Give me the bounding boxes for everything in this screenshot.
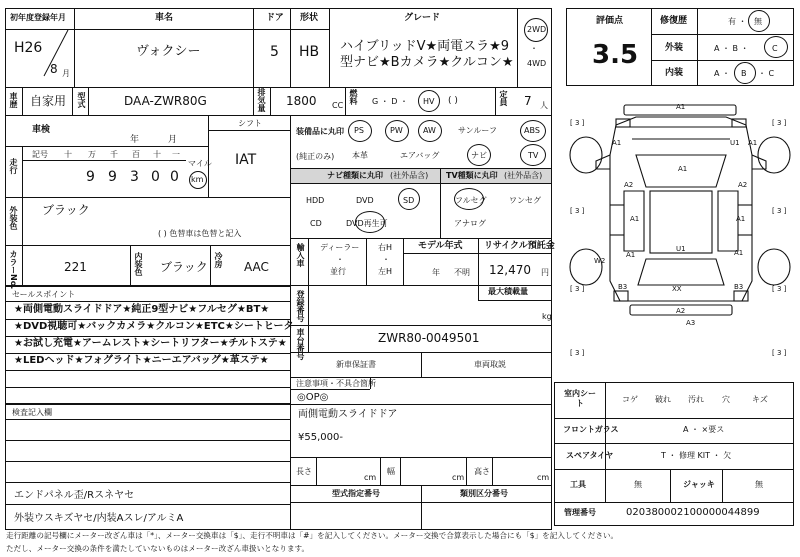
chassis-number: ZWR80-0049501 (378, 331, 480, 345)
repair-label: 修復歴 (660, 16, 688, 26)
import-dot-2: ・ (382, 255, 390, 264)
usage-label: 車歴 (9, 92, 18, 108)
recycle-unit: 円 (541, 268, 549, 277)
odometer-digit-1: 9 (108, 169, 117, 185)
interior-color: ブラック (160, 260, 208, 274)
sales-line-2: ★DVD視聴可★バックカメラ★クルコン★ETC★シートヒータ (14, 321, 294, 332)
tv-fullseg: フルセグ (455, 196, 487, 205)
damage-count-1: [ 3 ] (772, 119, 787, 127)
reg-no-label: 登録番号 (296, 290, 305, 322)
color-code-label: カラーNo. (9, 250, 18, 290)
inspector-line-1: エンドパネル歪/Rスネヤセ (14, 490, 135, 501)
inspector-label: 検査記入欄 (12, 408, 52, 417)
body-shape: HB (299, 44, 320, 60)
equip-ps: PS (354, 126, 364, 135)
first-reg-label: 初年度登録年月 (10, 13, 66, 22)
km-label: km (191, 175, 204, 184)
equip-aw: AW (423, 126, 436, 135)
seat-item-4: キズ (752, 395, 768, 404)
damage-count-3: [ 3 ] (772, 207, 787, 215)
equipment-sublabel: (純正のみ) (296, 152, 335, 161)
length-unit: cm (364, 473, 377, 482)
damage-mark-14: B3 (734, 283, 744, 291)
import-dealer: ディーラー (320, 243, 360, 252)
first-reg-year: H26 (14, 40, 43, 56)
notes-line-1: 両側電動スライドドア (298, 409, 398, 420)
damage-count-5: [ 3 ] (772, 285, 787, 293)
door-count: 5 (270, 44, 279, 60)
grade-line-2: 型ナビ★Bカメラ★クルコン★ (340, 55, 514, 70)
equip-tv: TV (528, 151, 539, 160)
odometer-unit-5: 一 (172, 150, 180, 159)
first-reg-month: 8 (50, 62, 58, 76)
repair-selected: 無 (754, 17, 762, 26)
ac-label: 冷房 (214, 252, 223, 268)
grade-line-1: ハイブリッドV★両電スラ★9 (340, 39, 510, 54)
jack-value: 無 (755, 480, 763, 489)
odometer-unit-2: 千 (110, 150, 118, 159)
equip-pw: PW (390, 126, 403, 135)
equip-abs: ABS (524, 126, 540, 135)
exterior-options: A ・ B ・ (714, 44, 749, 53)
drive-dot: ・ (530, 44, 538, 53)
notes-mark: ◎OP◎ (297, 392, 329, 403)
model-label: 型式 (77, 92, 86, 108)
exterior-color: ブラック (42, 203, 90, 217)
seat-item-0: コゲ (622, 395, 638, 404)
repair-options: 有 ・ (728, 17, 747, 26)
footer-line-2: ただし、メーター交換の条件を満たしていないものはメーター改ざん車扱いとなります。 (6, 544, 310, 553)
navi-type-label: ナビ種類に丸印 (327, 171, 383, 180)
spare-value: T ・ 修理 KIT ・ 欠 (661, 451, 732, 460)
sales-line-4: ★LEDヘッド★フォグライト★ニーエアバッグ★革ステ★ (14, 355, 269, 366)
damage-count-2: [ 3 ] (570, 207, 585, 215)
shift-label: シフト (238, 119, 262, 128)
damage-mark-17: A3 (686, 319, 696, 327)
fuel-hv: HV (423, 97, 435, 106)
color-code: 221 (64, 260, 87, 274)
damage-mark-0: A1 (676, 103, 686, 111)
month-unit: 月 (62, 69, 70, 78)
recycle-label: リサイクル預託金 (484, 241, 555, 251)
seat-item-1: 破れ (655, 395, 671, 404)
score-value: 3.5 (592, 40, 639, 70)
car-name-label: 車名 (155, 13, 174, 23)
damage-mark-13: XX (672, 285, 682, 293)
import-dot: ・ (336, 255, 344, 264)
damage-mark-4: A2 (624, 181, 634, 189)
seat-item-3: 穴 (722, 395, 730, 404)
max-load-label: 最大積載量 (488, 287, 528, 296)
color-change-note: ( ) 色替車は色替と記入 (158, 229, 242, 238)
tv-type-note: (社外品含) (504, 171, 543, 180)
glass-value: A ・ ×要ス (683, 425, 725, 434)
damage-count-7: [ 3 ] (772, 349, 787, 357)
tv-type-label: TV種類に丸印 (446, 171, 498, 180)
model-year-unit: 年 (432, 268, 440, 277)
max-load-unit: kg (542, 312, 552, 321)
shaken-year-unit: 年 (130, 135, 140, 145)
damage-mark-15: A2 (676, 307, 686, 315)
fuel-label: 燃料 (349, 89, 358, 105)
interior-options-c: ・ C (758, 69, 775, 78)
model-code: DAA-ZWR80G (124, 94, 207, 108)
car-damage-diagram (566, 95, 794, 377)
door-label: ドア (266, 13, 284, 23)
drive-4wd: 4WD (527, 59, 547, 68)
inspector-box (5, 404, 291, 530)
damage-mark-8: U1 (676, 245, 686, 253)
width-label: 幅 (387, 467, 395, 476)
footer-line-1: 走行距離の記号欄にメーター改ざん車は「*」、メーター交換車は「$」、走行不明車は「#」を記入してください。メーター交換で合算表示した場合にも「$」を記入してください。 (6, 531, 619, 540)
tools-value: 無 (634, 480, 642, 489)
damage-mark-3: A1 (748, 139, 758, 147)
height-unit: cm (537, 473, 550, 482)
odometer-unit-1: 万 (88, 150, 96, 159)
equipment-label: 装備品に丸印 (296, 127, 344, 136)
fuel-options: G ・ D ・ (372, 97, 408, 106)
shift: IAT (235, 152, 257, 168)
color-label: 外装色 (9, 206, 18, 230)
length-label: 長さ (296, 467, 312, 476)
mile-label: マイル (188, 159, 212, 168)
damage-mark-12: B3 (618, 283, 628, 291)
equip-leather: 本革 (352, 151, 368, 160)
capacity-label: 定員 (499, 90, 508, 106)
damage-mark-9: A1 (626, 251, 636, 259)
navi-dvd-play: DVD再生可 (346, 219, 388, 228)
chassis-label: 車台番号 (296, 328, 305, 360)
class-no-label: 類別区分番号 (460, 489, 508, 498)
damage-mark-2: U1 (730, 139, 740, 147)
odometer-unit-4: 十 (153, 150, 161, 159)
tv-analog: アナログ (454, 219, 486, 228)
tv-oneseg: ワンセグ (509, 196, 541, 205)
sales-line-3: ★お試し充電★アームレスト★シートリフター★チルトステ★ (14, 338, 287, 349)
exterior-label: 外装 (665, 43, 684, 53)
navi-hdd: HDD (306, 196, 325, 205)
fuel-paren: ( ) (448, 96, 458, 106)
inspector-line-2: 外装ウスキズヤセ/内装Aスレ/アルミA (14, 513, 184, 524)
displacement-unit: CC (332, 101, 344, 110)
navi-cd: CD (310, 219, 322, 228)
glass-label: フロントガラス (563, 425, 619, 434)
jack-label: ジャッキ (683, 480, 715, 489)
navi-sd: SD (403, 196, 415, 205)
tools-label: 工具 (570, 480, 586, 489)
shaken-label: 車検 (32, 125, 51, 135)
type-no-label: 型式指定番号 (332, 489, 380, 498)
interior-selected: B (741, 69, 747, 78)
usage: 自家用 (30, 94, 67, 108)
capacity-unit: 人 (540, 101, 548, 110)
damage-mark-1: A1 (612, 139, 622, 147)
import-parallel: 並行 (330, 267, 346, 276)
damage-mark-11: A1 (734, 249, 744, 257)
odometer-digit-2: 3 (130, 169, 139, 185)
damage-count-0: [ 3 ] (570, 119, 585, 127)
odometer-unit-3: 百 (132, 150, 140, 159)
damage-count-4: [ 3 ] (570, 285, 585, 293)
model-year-value: 不明 (454, 268, 470, 277)
interior-options-a: A ・ (714, 69, 731, 78)
seat-label: 室内シート (564, 389, 596, 409)
interior-color-label: 内装色 (134, 252, 143, 276)
score-label: 評価点 (596, 16, 624, 26)
odometer-digit-3: 0 (151, 169, 160, 185)
damage-count-6: [ 3 ] (570, 349, 585, 357)
import-rh: 右H (378, 243, 393, 252)
seat-item-2: 汚れ (688, 395, 704, 404)
exterior-selected: C (772, 44, 778, 53)
width-unit: cm (452, 473, 465, 482)
import-label: 輸入車 (296, 243, 305, 267)
displacement: 1800 (286, 94, 317, 108)
equip-navi: ナビ (471, 151, 487, 160)
notes-line-2: ¥55,000- (298, 432, 343, 443)
odo-mark-label: 記号 (32, 150, 48, 159)
odometer-unit-0: 十 (64, 150, 72, 159)
displacement-label: 排気量 (257, 88, 266, 112)
damage-mark-10: W2 (594, 257, 606, 265)
spare-label: スペアタイヤ (566, 451, 614, 460)
sales-points-label: セールスポイント (12, 290, 76, 299)
navi-type-note: (社外品含) (390, 171, 429, 180)
equip-sunroof: サンルーフ (458, 126, 497, 135)
sales-line-1: ★両側電動スライドドア★純正9型ナビ★フルセグ★BT★ (14, 304, 270, 315)
damage-mark-16: A1 (678, 165, 688, 173)
car-name: ヴォクシー (136, 44, 201, 59)
odometer-digit-0: 9 (86, 169, 95, 185)
damage-mark-6: A1 (630, 215, 640, 223)
equip-airbag: エアバッグ (400, 151, 440, 160)
odometer-digit-4: 0 (170, 169, 179, 185)
mgmt-label: 管理番号 (564, 508, 596, 517)
model-year-label: モデル年式 (418, 241, 463, 251)
height-label: 高さ (474, 467, 490, 476)
ac-type: AAC (244, 260, 269, 274)
grade-label: グレード (404, 13, 441, 23)
warranty-label: 新車保証書 (336, 360, 376, 369)
manual-label: 車両取説 (474, 360, 506, 369)
recycle-value: 12,470 (489, 263, 531, 277)
import-lh: 左H (378, 267, 393, 276)
shape-label: 形状 (300, 13, 319, 23)
navi-dvd: DVD (356, 196, 374, 205)
damage-mark-7: A1 (736, 215, 746, 223)
odometer-label: 走行 (9, 158, 18, 174)
capacity: 7 (524, 94, 532, 108)
notes-label: 注意事項・不具合箇所 (296, 379, 376, 388)
drive-2wd: 2WD (527, 25, 547, 34)
damage-mark-5: A2 (738, 181, 748, 189)
interior-label: 内装 (665, 68, 684, 78)
shaken-month-unit: 月 (168, 135, 178, 145)
mgmt-value: 020380002100000044899 (626, 507, 760, 518)
